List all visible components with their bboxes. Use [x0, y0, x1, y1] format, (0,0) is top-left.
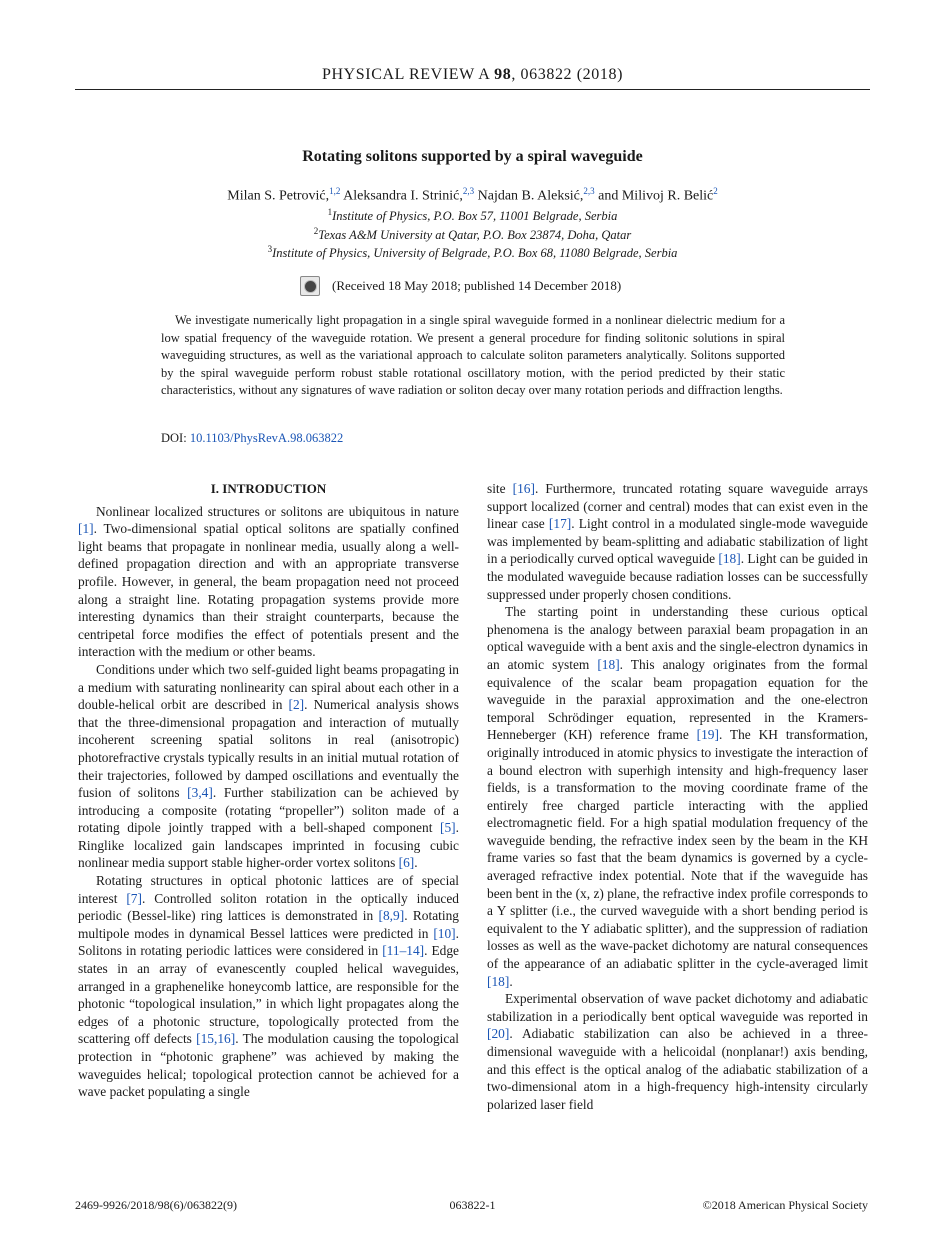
citation-link[interactable]: [6]: [398, 855, 415, 871]
body-text: . Adiabatic stabilization can also be achieved in a three-dimensional waveguide with a helicoidal (nonplanar!) axis bending, and this effect is the optical analog of the adiabatic stabilization of a two-dimensional atom in a high-frequency high-intensity circularly polarized laser field: [487, 1026, 868, 1112]
body-text: . Two-dimensional spatial optical solitons are spatially confined light beams that propagate in nonlinear media, usually along a well-defined propagation direction and with an appropriate transverse profile. However, in general, the beam propagation need not proceed along a straight line. Rotating propagation systems provide more interesting dynamics than their straight counterparts, because the centripetal force modifies the effect of potentials present and the interaction with the medium or other beams.: [78, 521, 459, 660]
body-text: . Controlled soliton rotation in the optically induced periodic (Bessel-like) ring lattices is demonstrated in: [78, 890, 460, 924]
citation-link[interactable]: [18]: [597, 656, 620, 672]
body-text: The starting point in understanding these curious optical phenomena is the analogy between paraxial beam propagation in an optical waveguide with a bent axis and the single-electron dynamics in an atomic system: [487, 604, 868, 672]
body-text: . Light control in a modulated single-mode waveguide was implemented by beam-splitting and adiabatic stabilization of light in a periodically curved optical waveguide: [487, 516, 868, 567]
footer-issn: 2469-9926/2018/98(6)/063822(9): [75, 1198, 237, 1212]
author: Milan S. Petrović,: [227, 188, 330, 204]
section-heading: I. INTRODUCTION: [210, 481, 327, 496]
citation-link[interactable]: [10]: [433, 925, 456, 941]
doi-link[interactable]: 10.1103/PhysRevA.98.063822: [189, 431, 344, 445]
received-line: [300, 276, 621, 296]
body-text: .: [414, 855, 418, 871]
author: Aleksandra I. Strinić,: [343, 188, 463, 204]
body-text: . Rotating multipole modes in dynamical Bessel lattices were predicted in: [78, 908, 459, 941]
right-column: [487, 480, 868, 1113]
body-text: . Numerical analysis shows that the three-dimensional propagation and interaction of mutually incoherent screening spatial solitons in real (anisotropic) photorefractive crystals typically results in an initial mutual rotation of their trajectories, followed by damped oscillations and eventually the fusion of solitons: [78, 697, 459, 801]
citation-link[interactable]: [16]: [512, 481, 535, 496]
body-text: . Ringlike localized gain landscapes imprinted in focusing cubic nonlinear media support stable higher-order vortex solitons: [78, 820, 459, 871]
citation-link[interactable]: [3,4]: [187, 785, 213, 801]
journal-name: PHYSICAL REVIEW A: [321, 66, 490, 83]
citation-link[interactable]: [15,16]: [196, 1031, 236, 1047]
affiliation: $^1$Institute of Physics, P.O. Box 57, 11001 Belgrade, Serbia: [327, 207, 618, 224]
body-paragraph: [487, 990, 868, 1113]
author-affiliation-link[interactable]: 2,3: [462, 186, 475, 196]
citation-link[interactable]: [7]: [126, 890, 142, 906]
citation-link[interactable]: [5]: [440, 820, 456, 836]
citation-link[interactable]: [18]: [487, 973, 510, 989]
author-affiliation-link[interactable]: 1,2: [329, 186, 341, 196]
body-text: . The KH transformation, originally introduced in atomic physics to investigate the interaction of a bound electron with superhigh intensity and high-frequency laser fields, is a transformation to the moving coordinate frame of the entirely free charged particle interacting with the applied electromagnetic field. For a high spatial modulation frequency of the waveguide bending, the refractive index seen by the beam in the KH frame varies so fast that the beam dynamics is governed by a cycle-averaged refractive index potential. Note that if the waveguide has been bent in the (x, z) plane, the refractive index profile corresponds to a Y splitter (i.e., the curved waveguide with a short bending period is equivalent to the Y adiabatic splitter), and the suppression of radiation losses as well as the wave-packet dichotomy are natural consequences of the appearance of an adiabatic splitter in the cycle-averaged limit: [487, 727, 868, 972]
body-text: . Further stabilization can be achieved by introducing a composite (rotating “propeller”) soliton made of a rotating dipole jointly trapped with a bell-shaped component: [78, 785, 459, 836]
body-paragraph: [487, 480, 868, 603]
citation-link[interactable]: [18]: [718, 551, 741, 567]
affiliation: $^3$Institute of Physics, University of Belgrade, P.O. Box 68, 11080 Belgrade, Serbia: [267, 244, 678, 261]
citation-link[interactable]: [19]: [696, 727, 719, 743]
citation-link[interactable]: [11–14]: [382, 943, 425, 959]
running-header: [75, 66, 870, 84]
body-text: . Furthermore, truncated rotating square waveguide arrays support localized (corner and central) modes that can exist even in the linear case: [487, 481, 869, 532]
body-text: . Solitons in rotating periodic lattices were considered in: [78, 925, 459, 959]
author: and Milivoj R. Belić: [598, 188, 714, 204]
received-dates: (Received 18 May 2018; published 14 December 2018): [332, 278, 622, 293]
author: Najdan B. Aleksić,: [477, 188, 584, 204]
header-rule: [75, 89, 870, 90]
author-list: [75, 186, 870, 205]
body-text: site: [487, 481, 513, 496]
body-text: Experimental observation of wave packet dichotomy and adiabatic stabilization in a periodically bent optical waveguide was reported in: [487, 991, 868, 1024]
body-text: . Edge states in an array of evanescently coupled helical waveguides, arranged in a graphenelike honeycomb lattice, are responsible for the photonic “topological insulation,” in which light propagates along the edges of a photonic structure, topologically protected from the scattering off defects: [78, 943, 459, 1047]
journal-volume: 98: [494, 66, 512, 83]
citation-link[interactable]: [1]: [78, 521, 94, 537]
body-text: . This analogy originates from the formal equivalence of the scalar beam propagation equation for the waveguide in the paraxial approximation and the one-electron temporal Schrödinger equation, represented in the Kramers-Henneberger (KH) reference frame: [487, 656, 868, 743]
citation-link[interactable]: [2]: [288, 697, 305, 713]
citation-link[interactable]: [17]: [548, 516, 572, 532]
body-text: Rotating structures in optical photonic lattices are of special interest: [78, 873, 459, 906]
citation-link[interactable]: [8,9]: [378, 908, 405, 924]
author-affiliation-link[interactable]: 2: [713, 186, 718, 196]
author-affiliation-link[interactable]: 2,3: [583, 186, 595, 196]
crossmark-icon[interactable]: [300, 276, 320, 296]
body-text: . The modulation causing the topological protection in “photonic graphene” was achieved by making the waveguides helical; topological protection cannot be achieved for a wave packet populating a single: [78, 1031, 459, 1100]
abstract: We investigate numerically light propagation in a single spiral waveguide formed in a nonlinear dielectric medium for a low spatial frequency of the waveguide rotation. We present a general procedure for finding solitonic solutions in spiral waveguiding structures, as well as the variational approach to calculate soliton parameters analytically. Solitons supported by the spiral waveguide perform robust stable rotational oscillatory motion, with the period predicted by their static characteristics, without any signatures of wave radiation or soliton decay over many rotation periods and diffraction lengths.: [161, 313, 785, 398]
footer-page-number: 063822-1: [449, 1198, 496, 1212]
body-text: Nonlinear localized structures or solitons are ubiquitous in nature: [96, 503, 459, 519]
body-text: Conditions under which two self-guided light beams propagating in a medium with saturating nonlinearity can spiral about each other in a double-helical orbit are described in: [78, 661, 459, 713]
doi: DOI: 10.1103/PhysRevA.98.063822: [161, 431, 344, 445]
journal-article-number: , 063822 (2018): [511, 66, 623, 83]
body-paragraph: [78, 661, 459, 872]
citation-link[interactable]: [20]: [487, 1026, 510, 1042]
body-text: . Light can be guided in the modulated waveguide because radiation losses can be successfully suppressed under properly chosen conditions.: [487, 551, 868, 602]
body-text: .: [509, 973, 513, 989]
left-column: [78, 480, 459, 1101]
body-paragraph: [78, 503, 459, 661]
affiliation: $^2$Texas A&M University at Qatar, P.O. Box 23874, Doha, Qatar: [313, 226, 632, 243]
footer-copyright: ©2018 American Physical Society: [702, 1198, 868, 1212]
body-paragraph: [78, 872, 459, 1101]
paper-title: Rotating solitons supported by a spiral waveguide: [302, 148, 643, 165]
body-paragraph: [487, 603, 868, 990]
